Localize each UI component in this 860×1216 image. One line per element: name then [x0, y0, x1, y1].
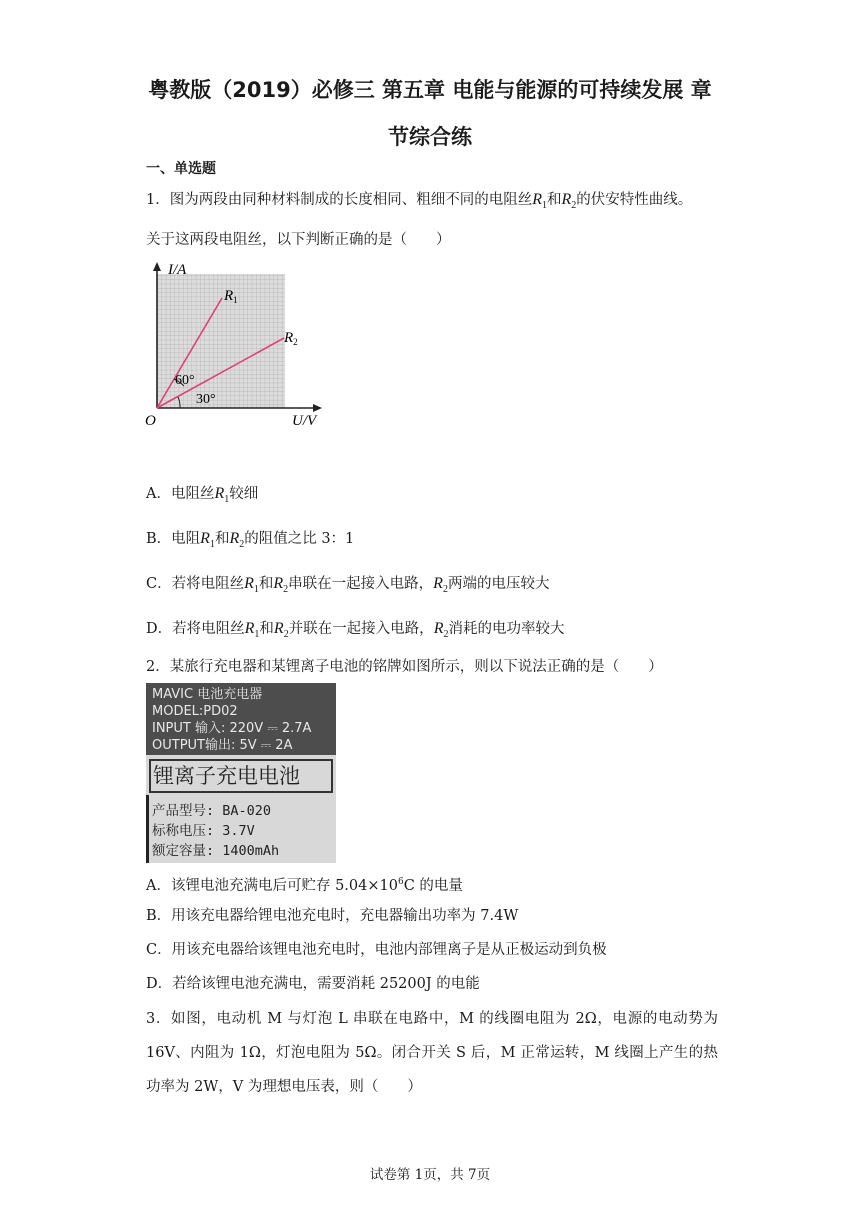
battery-label-photo — [146, 683, 336, 863]
q2-option-d[interactable]: D．若给该锂电池充满电，需要消耗 25200J 的电能 — [146, 976, 480, 992]
q2-option-c[interactable]: C．用该充电器给该锂电池充电时，电池内部锂离子是从正极运动到负极 — [146, 942, 607, 958]
q2-option-b[interactable]: B．用该充电器给锂电池充电时，充电器输出功率为 7.4W — [146, 908, 519, 924]
q1-option-c[interactable]: C．若将电阻丝$R_1$和$R_2$串联在一起接入电路，$R_2$两端的电压较大 — [146, 575, 550, 596]
x-axis-arrow-icon — [313, 404, 322, 412]
page-footer: 试卷第 1页，共 7页 — [369, 1167, 491, 1183]
q1-r2: $R_2$ — [561, 191, 577, 212]
q1-option-b[interactable]: B．电阻$R_1$和$R_2$的阻值之比 3：1 — [146, 530, 355, 551]
q2-option-a[interactable]: A．该锂电池充满电后可贮存 $5.04\times 10^6C$ 的电量 — [146, 877, 463, 894]
q2-stem: 2．某旅行充电器和某锂离子电池的铭牌如图所示，则以下说法正确的是（ ） — [146, 659, 663, 675]
r1-label: $R_1$ — [224, 288, 238, 305]
q1-option-a[interactable]: A．电阻丝$R_1$较细 — [146, 485, 259, 506]
q3-stem: 3．如图，电动机 M 与灯泡 L 串联在电路中，M 的线圈电阻为 2Ω，电源的电动势为 16V、内阻为 1Ω，灯泡电阻为 5Ω。闭合开关 S 后，M 正常运转，M 线圈上产生的热功率为 2W，V 为理想电压表，则（ ） — [146, 1011, 718, 1095]
battery-label: 锂离子充电电池 产品型号: BA-020 标称电压: 3.7V 额定容量: 1400mAh — [146, 755, 336, 863]
origin-label: O — [145, 413, 156, 429]
q1-r1: $R_1$ — [532, 191, 548, 212]
q1-stem-text: 1．图为两段由同种材料制成的长度相同、粗细不同的电阻丝 — [146, 192, 533, 208]
iv-graph — [140, 258, 340, 433]
angle-60-label: 60° — [175, 373, 195, 388]
angle-30-label: 30° — [196, 392, 216, 407]
charger-label: MAVIC 电池充电器 MODEL:PD02 INPUT 输入: 220V ⎓ 2.7A OUTPUT输出: 5V ⎓ 2A — [146, 683, 336, 755]
x-axis-label: U/V — [292, 413, 317, 429]
r2-label: $R_2$ — [284, 330, 298, 347]
y-axis-arrow-icon — [153, 262, 161, 271]
q1-option-d[interactable]: D．若将电阻丝$R_1$和$R_2$并联在一起接入电路，$R_2$消耗的电功率较大 — [146, 620, 565, 641]
q1-stem-line1: 1．图为两段由同种材料制成的长度相同、粗细不同的电阻丝$R_1$和$R_2$的伏安特性曲线。 — [146, 191, 693, 212]
page-title-line2: 节综合练 — [388, 125, 472, 149]
q1-stem-line2: 关于这两段电阻丝，以下判断正确的是（ ） — [146, 232, 451, 248]
page-title-line1: 粤教版（2019）必修三 第五章 电能与能源的可持续发展 章 — [148, 78, 712, 102]
section-heading: 一、单选题 — [146, 161, 216, 177]
y-axis-label: I/A — [168, 262, 187, 278]
